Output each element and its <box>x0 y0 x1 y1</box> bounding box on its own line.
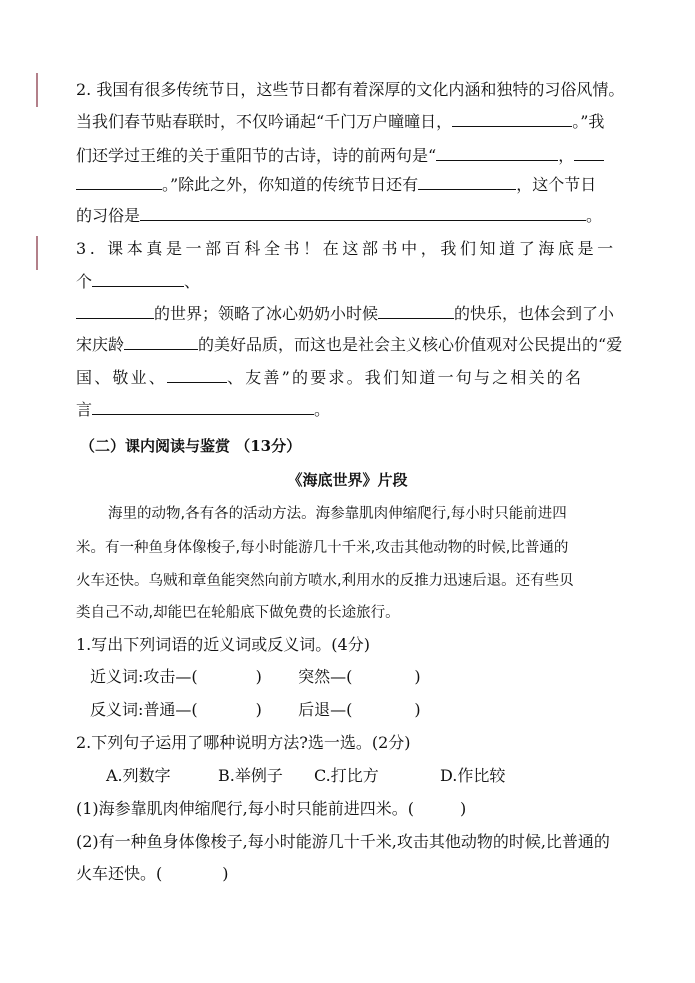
synonym-prompt: 近义词:攻击—( <box>90 667 198 686</box>
q2-text: 。”我 <box>572 112 605 131</box>
sentence-text: 火车还快。( <box>76 864 163 883</box>
answer-blank[interactable] <box>167 366 227 383</box>
q3-line-6 <box>76 398 330 421</box>
q2-line-4 <box>76 173 596 196</box>
q3-text: 国、敬业、 <box>76 368 168 387</box>
answer-blank[interactable] <box>76 173 162 190</box>
answer-blank[interactable] <box>452 110 572 127</box>
option-b: B.举例子 <box>218 766 283 785</box>
q3-text: 。 <box>314 400 331 419</box>
section-heading: （二）课内阅读与鉴赏 （13分） <box>80 437 302 455</box>
margin-mark-q3 <box>36 236 38 270</box>
passage-title: 《海底世界》片段 <box>287 471 408 489</box>
reading-q1-synonyms <box>90 666 421 688</box>
reading-q2-sentence-2-cont <box>76 863 229 885</box>
sentence-text: (1)海参靠肌肉伸缩爬行,每小时只能前进四米。( <box>76 799 414 818</box>
q2-line-2 <box>76 110 604 133</box>
answer-blank[interactable] <box>92 398 314 415</box>
q3-line-4 <box>76 333 622 356</box>
q3-text: 言 <box>76 400 93 419</box>
option-c: C.打比方 <box>314 766 379 785</box>
reading-q1-title: 1.写出下列词语的近义词或反义词。(4分) <box>76 635 370 654</box>
margin-mark-q2 <box>36 73 38 107</box>
q3-line-2 <box>76 270 200 293</box>
q2-text: 2. 我国有很多传统节日，这些节日都有着深厚的文化内涵和独特的习俗风情。 <box>76 80 625 99</box>
option-d: D.作比较 <box>440 766 506 785</box>
q3-text: 宋庆龄 <box>76 335 125 354</box>
q2-line-5 <box>76 204 602 227</box>
passage-line-3: 火车还快。乌贼和章鱼能突然向前方喷水,利用水的反推力迅速后退。还有些贝 <box>76 573 574 589</box>
answer-blank[interactable] <box>418 173 516 190</box>
q2-text: 当我们春节贴春联时，不仅吟诵起“千门万户曈曈日， <box>76 112 453 131</box>
answer-blank[interactable] <box>124 333 198 350</box>
q2-text: ， <box>558 146 575 165</box>
answer-blank[interactable] <box>92 270 184 287</box>
q3-text: 、友善”的要求。我们知道一句与之相关的名 <box>227 368 584 387</box>
answer-blank[interactable] <box>76 302 154 319</box>
answer-blank[interactable] <box>378 302 454 319</box>
option-a: A.列数字 <box>106 766 171 785</box>
reading-q2-sentence-2: (2)有一种鱼身体像梭子,每小时能游几十千米,攻击其他动物的时候,比普通的 <box>76 832 610 851</box>
answer-blank[interactable] <box>140 204 586 221</box>
q2-text: ，这个节日 <box>516 175 597 194</box>
passage-line-2: 米。有一种鱼身体像梭子,每小时能游几十千米,攻击其他动物的时候,比普通的 <box>76 540 569 556</box>
q3-text: 的美好品质，而这也是社会主义核心价值观对公民提出的“爱 <box>198 335 623 354</box>
passage-line-1: 海里的动物,各有各的活动方法。海参靠肌肉伸缩爬行,每小时只能前进四 <box>108 506 567 522</box>
paren-close: ) <box>255 667 262 686</box>
q3-line-1 <box>76 238 617 260</box>
q3-text: 3. 课本真是一部百科全书！在这部书中，我们知道了海底是一 <box>76 239 617 258</box>
q2-text: 。”除此之外，你知道的传统节日还有 <box>162 175 419 194</box>
paren-close: ) <box>414 667 421 686</box>
paren-close: ) <box>414 700 421 719</box>
passage-line-4: 类自己不动,却能巴在轮船底下做免费的长途旅行。 <box>76 605 400 621</box>
antonym-prompt: 反义词:普通—( <box>90 700 198 719</box>
reading-q2-options <box>106 765 505 787</box>
q3-line-3 <box>76 302 614 325</box>
q2-text: 。 <box>586 206 603 225</box>
q2-line-1 <box>76 79 624 101</box>
antonym-prompt: 后退—( <box>298 700 353 719</box>
paren-close: ) <box>222 864 229 883</box>
q3-text: 、 <box>184 272 201 291</box>
answer-blank[interactable] <box>436 144 558 161</box>
q2-text: 的习俗是 <box>76 206 141 225</box>
q3-text: 个 <box>76 272 93 291</box>
q2-text: 们还学过王维的关于重阳节的古诗，诗的前两句是“ <box>76 146 437 165</box>
q2-line-3 <box>76 144 604 167</box>
q3-text: 的世界；领略了冰心奶奶小时候 <box>154 304 379 323</box>
answer-blank[interactable] <box>574 144 604 161</box>
q3-text: 的快乐，也体会到了小 <box>454 304 615 323</box>
synonym-prompt: 突然—( <box>298 667 353 686</box>
q3-line-5 <box>76 366 583 389</box>
reading-q2-sentence-1 <box>76 798 466 820</box>
paren-close: ) <box>460 799 467 818</box>
reading-q1-antonyms <box>90 699 421 721</box>
paren-close: ) <box>255 700 262 719</box>
reading-q2-title: 2.下列句子运用了哪种说明方法?选一选。(2分) <box>76 733 411 752</box>
